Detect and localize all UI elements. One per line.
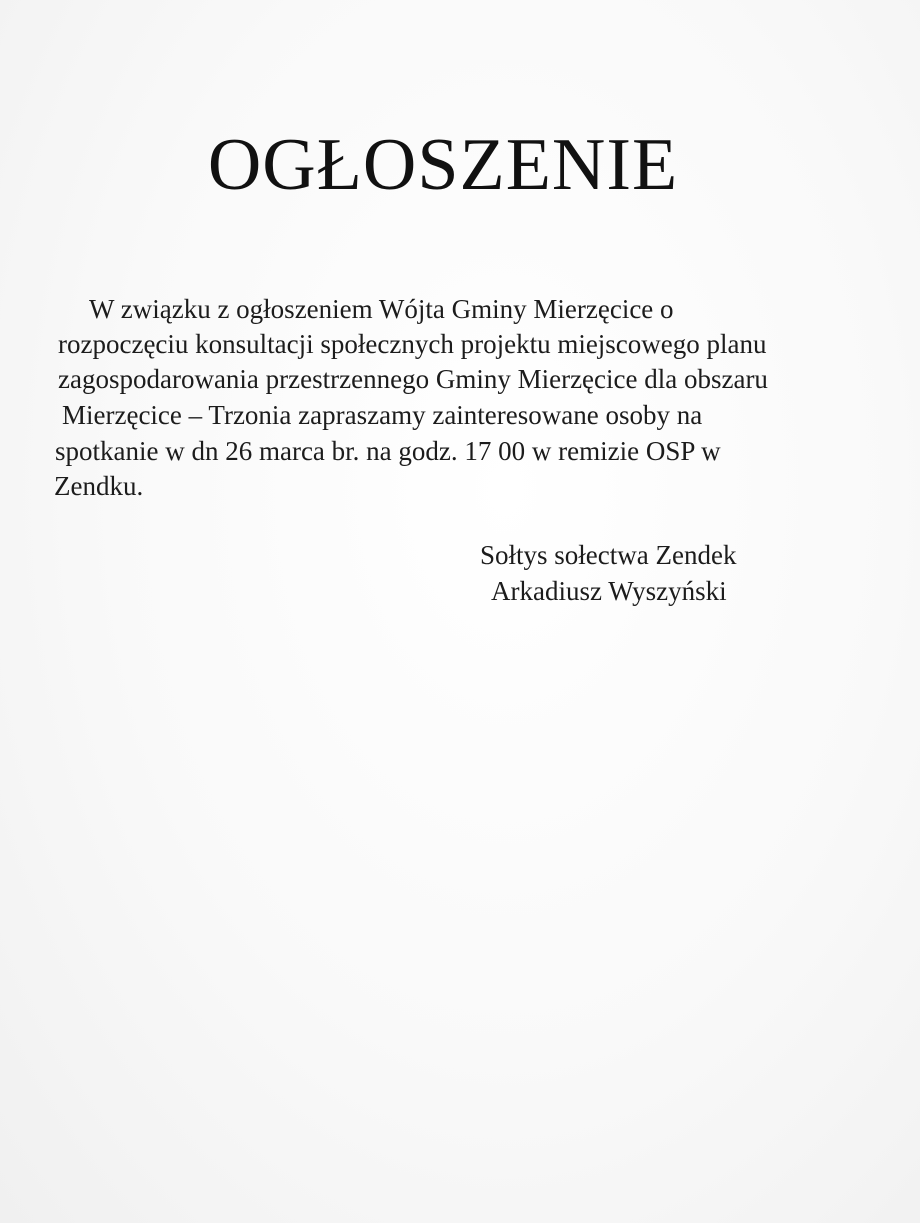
body-line-3: zagospodarowania przestrzennego Gminy Mierzęcice dla obszaru (58, 364, 768, 394)
signature-name: Arkadiusz Wyszyński (491, 576, 727, 606)
signature-role: Sołtys sołectwa Zendek (480, 540, 737, 570)
body-line-5: spotkanie w dn 26 marca br. na godz. 17 00 w remizie OSP w (55, 436, 721, 466)
announcement-title: OGŁOSZENIE (207, 124, 679, 206)
body-line-4: Mierzęcice – Trzonia zapraszamy zainteresowane osoby na (62, 400, 703, 430)
body-line-2: rozpoczęciu konsultacji społecznych projektu miejscowego planu (58, 329, 767, 359)
body-line-1: W związku z ogłoszeniem Wójta Gminy Mierzęcice o (89, 294, 674, 324)
body-line-6: Zendku. (54, 471, 144, 501)
